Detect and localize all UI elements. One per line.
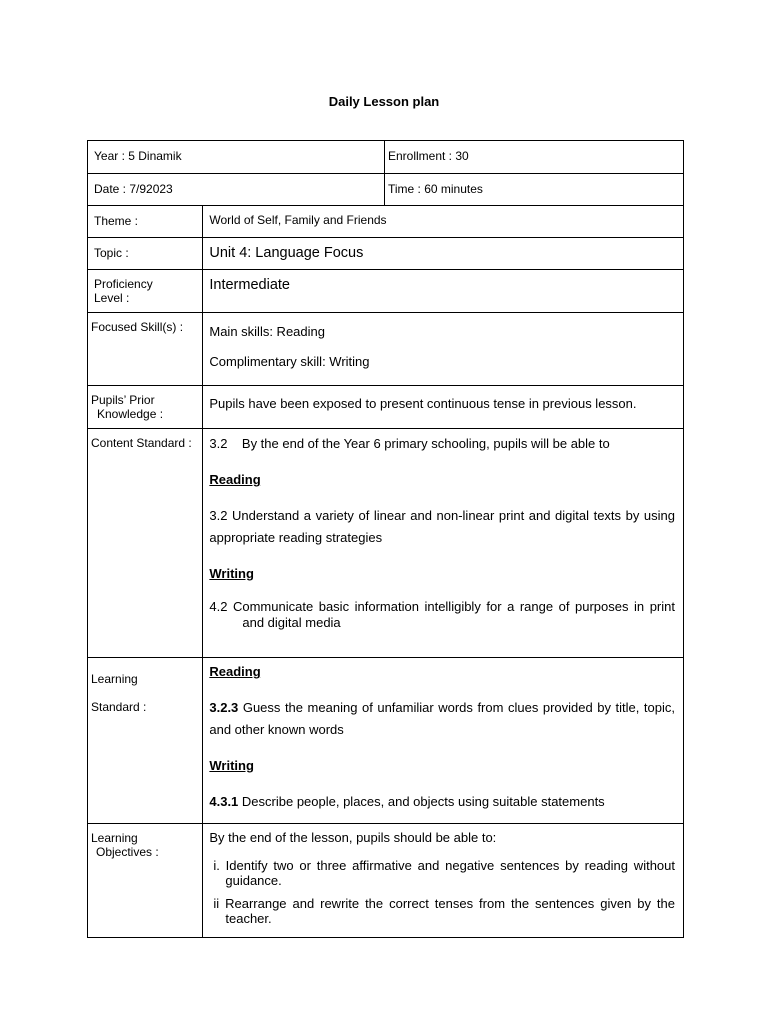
objective-item-1: i. Identify two or three affirmative and negative sentences by reading without guidance. — [213, 858, 675, 888]
year-field: Year : 5 Dinamik — [94, 149, 182, 163]
ls-reading-text: Guess the meaning of unfamiliar words from clues provided by title, topic, and other known words — [209, 700, 675, 737]
lesson-plan-table — [87, 140, 684, 938]
row-topic — [88, 238, 684, 270]
ls-writing-item — [209, 791, 675, 813]
complementary-skill: Complimentary skill: Writing — [209, 354, 370, 369]
objective-item-2: ii Rearrange and rewrite the correct tenses from the sentences given by the teacher. — [213, 896, 675, 926]
document-title: Daily Lesson plan — [328, 94, 440, 109]
learning-standard-body — [203, 658, 683, 821]
reading-heading: Reading — [209, 472, 261, 487]
row-proficiency — [88, 270, 684, 313]
writing-heading: Writing — [209, 566, 254, 581]
content-standard-intro: 3.2 By the end of the Year 6 primary schooling, pupils will be able to — [209, 436, 610, 451]
ls-writing-code: 4.3.1 — [209, 794, 239, 809]
focused-skills-value — [203, 313, 683, 385]
focused-skills-label: Focused Skill(s) : — [91, 320, 184, 334]
time-field: Time : 60 minutes — [387, 182, 483, 196]
content-standard-reading: 3.2 Understand a variety of linear and non-linear print and digital texts by using appropriate reading strategies — [209, 508, 675, 545]
learning-standard-label-line-2: Standard : — [91, 700, 147, 714]
ls-writing-text: Describe people, places, and objects using suitable statements — [238, 794, 605, 809]
prior-knowledge-label-line-1: Pupils’ Prior — [91, 393, 155, 407]
learning-objectives-label — [88, 824, 202, 859]
main-skill: Main skills: Reading — [209, 324, 325, 339]
learning-objectives-label-line-2: Objectives : — [96, 845, 159, 859]
topic-label: Topic : — [94, 246, 129, 260]
row-content-standard — [88, 429, 684, 658]
objectives-intro: By the end of the lesson, pupils should be able to: — [209, 830, 497, 845]
proficiency-label — [88, 270, 202, 305]
content-standard-writing: 4.2 Communicate basic information intelligibly for a range of purposes in print and digital media — [209, 599, 675, 630]
row-year — [88, 141, 684, 174]
row-learning-objectives — [88, 824, 684, 938]
prior-knowledge-label — [88, 386, 202, 421]
ls-writing-heading: Writing — [209, 758, 254, 773]
enrollment-field: Enrollment : 30 — [387, 149, 469, 163]
ls-reading-heading: Reading — [209, 664, 261, 679]
content-standard-body — [203, 429, 683, 639]
proficiency-label-line-1: Proficiency — [94, 277, 153, 291]
theme-label: Theme : — [94, 214, 139, 228]
learning-objectives-label-line-1: Learning — [91, 831, 138, 845]
row-focused-skills — [88, 313, 684, 386]
proficiency-label-line-2: Level : — [94, 291, 130, 305]
ls-reading-item — [209, 697, 675, 741]
content-standard-label: Content Standard : — [91, 436, 192, 450]
learning-standard-label-line-1: Learning — [91, 672, 138, 686]
prior-knowledge-label-line-2: Knowledge : — [97, 407, 164, 421]
row-date — [88, 174, 684, 206]
learning-standard-label — [88, 658, 202, 721]
row-learning-standard — [88, 658, 684, 824]
prior-knowledge-value: Pupils have been exposed to present continuous tense in previous lesson. — [209, 396, 637, 411]
learning-objectives-body — [203, 824, 683, 934]
row-prior-knowledge — [88, 386, 684, 429]
date-field: Date : 7/92023 — [94, 182, 173, 196]
row-theme — [88, 206, 684, 238]
proficiency-value: Intermediate — [209, 277, 290, 293]
theme-value: World of Self, Family and Friends — [209, 213, 387, 227]
topic-value: Unit 4: Language Focus — [209, 245, 364, 261]
ls-reading-code: 3.2.3 — [209, 700, 239, 715]
